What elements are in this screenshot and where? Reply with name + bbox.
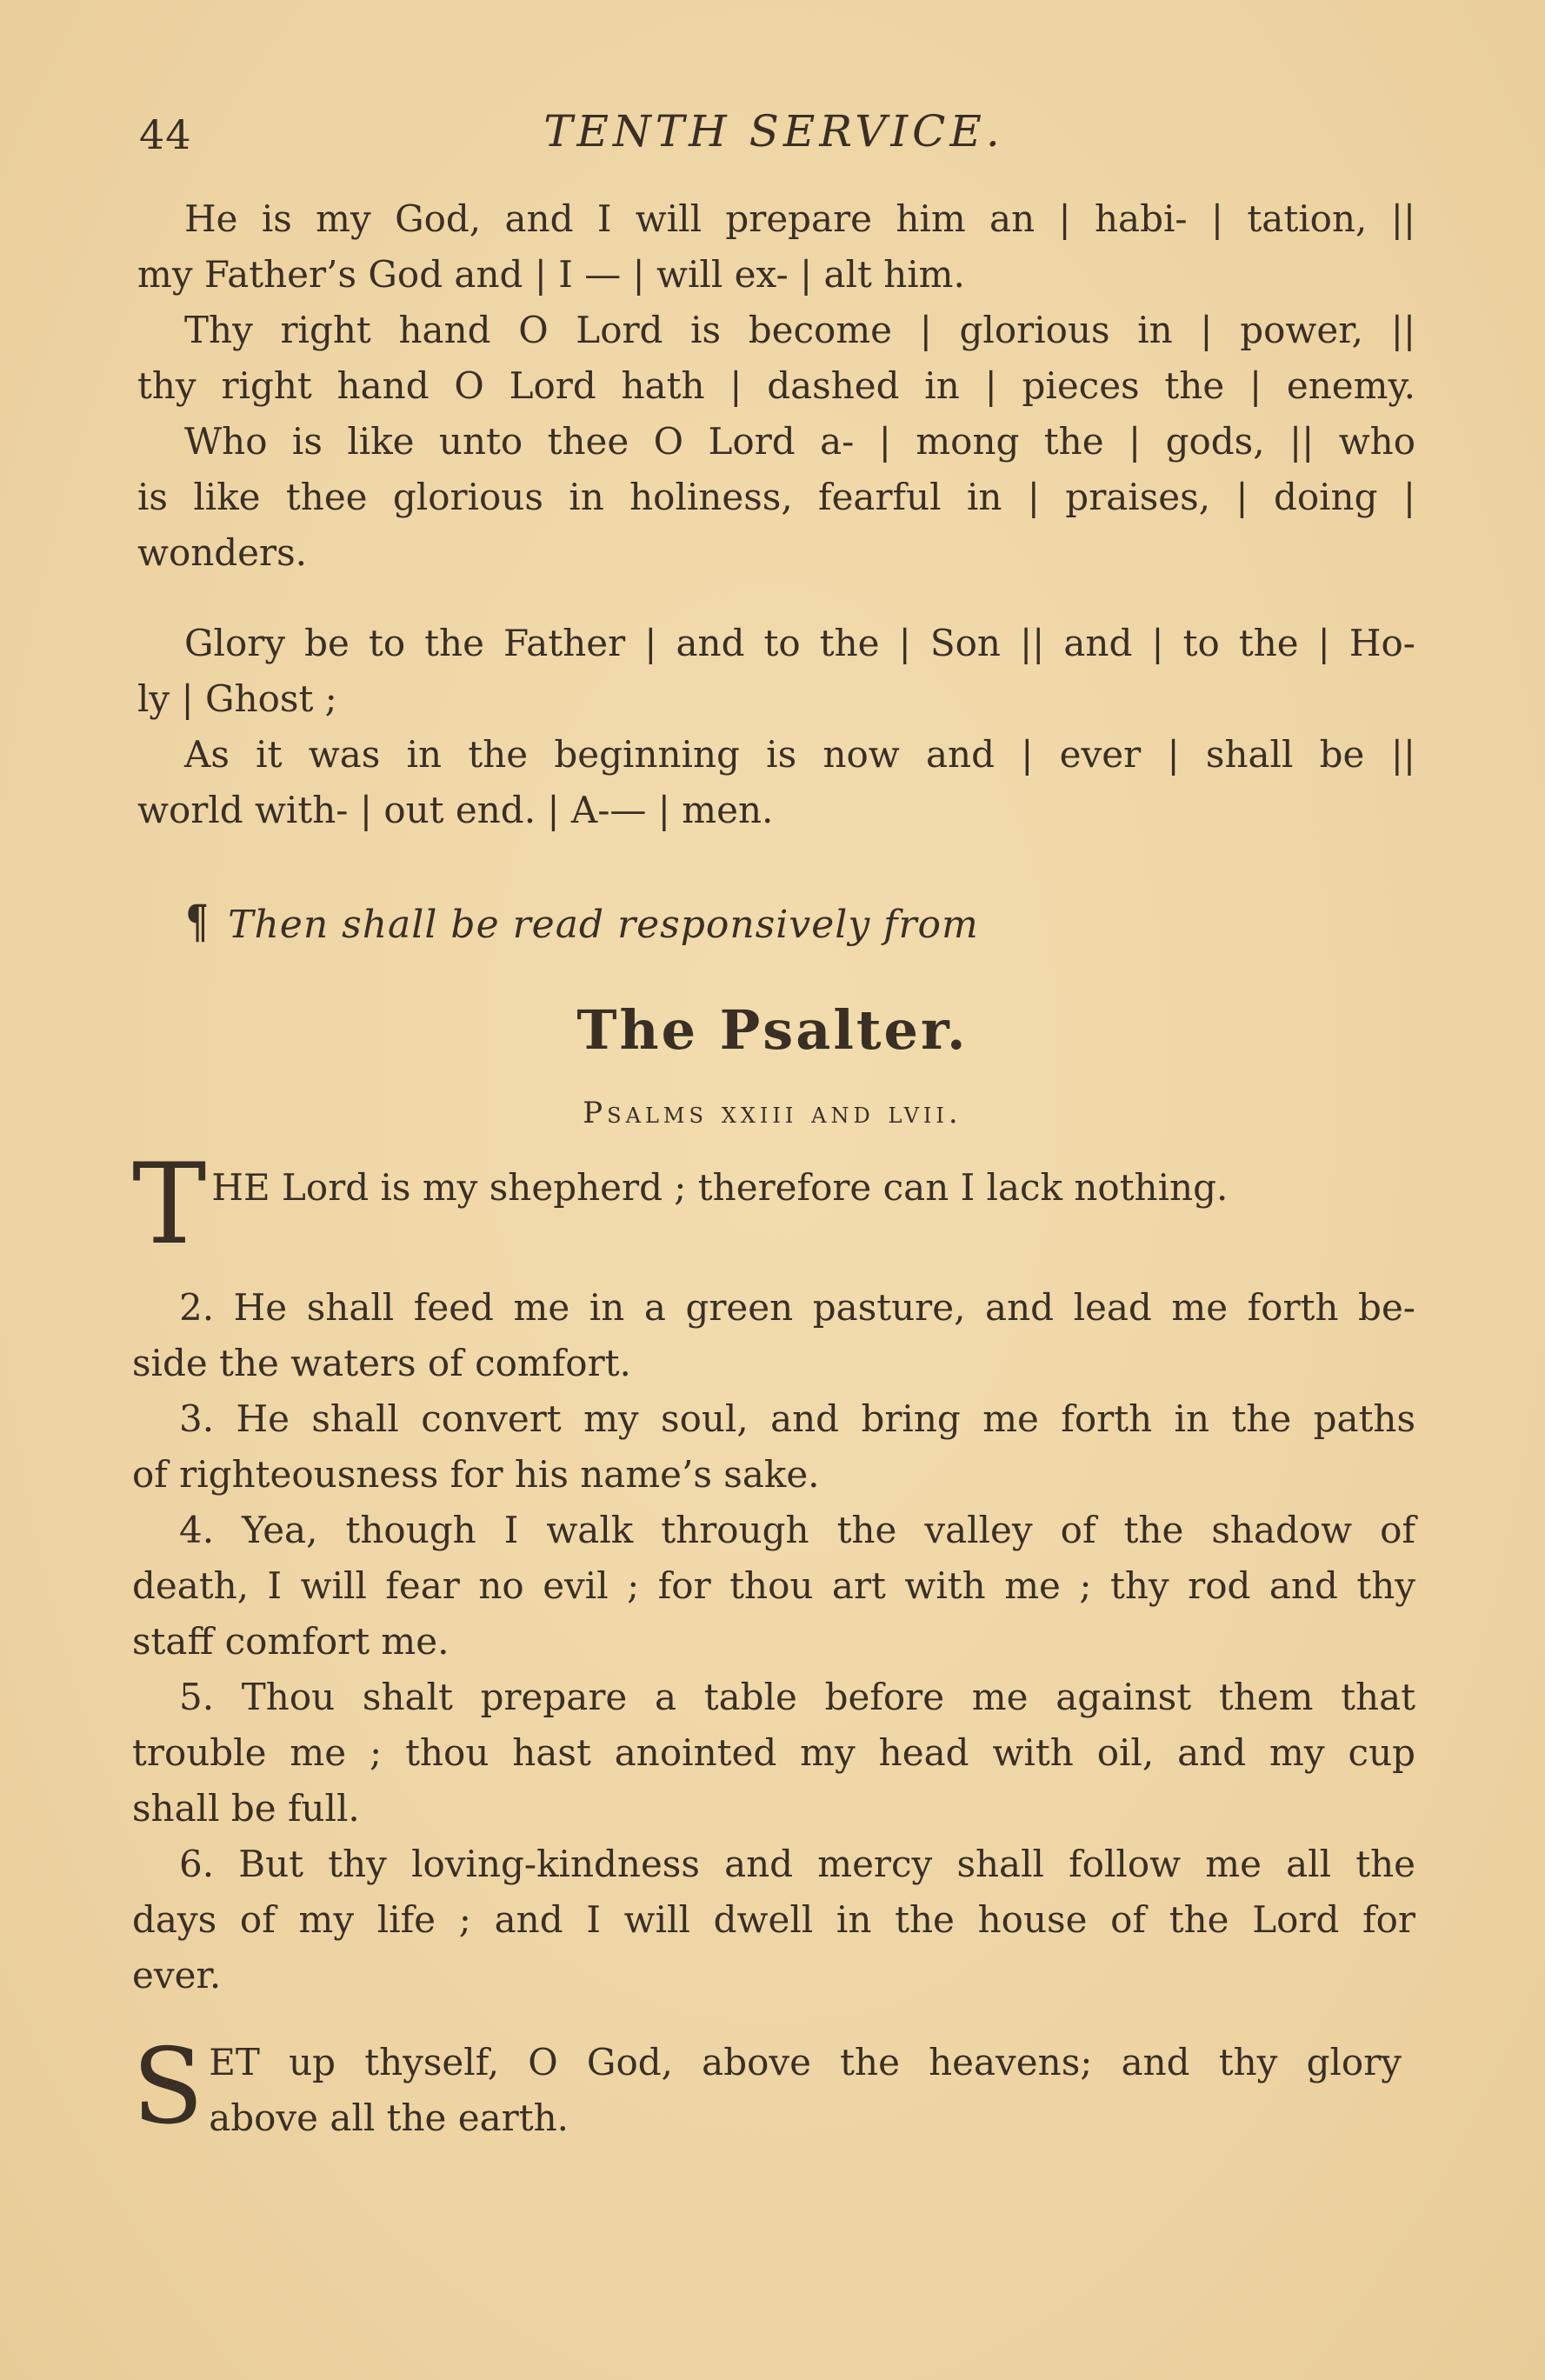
psalm-line: side the waters of comfort. — [132, 1342, 631, 1384]
psalm-57 — [132, 2027, 1402, 2148]
psalm-23-verse-1 — [132, 1140, 1415, 1270]
psalm-line: 2. He shall feed me in a green pasture, and lead me forth be- — [179, 1286, 1415, 1329]
psalms-heading: Psalms xxiii and lvii. — [583, 1096, 962, 1130]
psalm-23 — [132, 1140, 1415, 2003]
psalm-line: days of my life ; and I will dwell in the house of the Lord for — [132, 1898, 1415, 1941]
canticle-line: my Father’s God and | I — | will ex- | alt him. — [137, 253, 965, 296]
canticle-line: Thy right hand O Lord is become | glorious in | power, || — [184, 309, 1415, 351]
psalter-title: The Psalter. — [576, 998, 969, 1062]
gloria-line: world with- | out end. | A-— | men. — [137, 789, 774, 831]
rubric — [183, 896, 979, 949]
psalm-line: trouble me ; thou hast anointed my head with oil, and my cup — [132, 1731, 1415, 1774]
running-head: TENTH SERVICE. — [543, 106, 1004, 157]
gloria-text — [137, 616, 1415, 838]
canticle-line: thy right hand O Lord hath | dashed in | pieces the | enemy. — [137, 364, 1415, 407]
psalm-line: 6. But thy loving-kindness and mercy shall follow me all the — [179, 1843, 1415, 1885]
pilcrow-icon: ¶ — [185, 896, 210, 949]
canticle-line: is like thee glorious in holiness, fearful in | praises, | doing | — [137, 476, 1415, 518]
psalm-line: HE Lord is my shepherd ; therefore can I lack nothing. — [211, 1166, 1229, 1209]
psalm-line: staff comfort me. — [132, 1620, 450, 1663]
psalm-line: shall be full. — [132, 1787, 360, 1830]
psalm-line: above all the earth. — [209, 2097, 569, 2139]
psalm-line: ET up thyself, O God, above the heavens; and thy glory — [209, 2041, 1402, 2083]
rubric-text: Then shall be read responsively from — [228, 903, 979, 947]
canticle-line: Who is like unto thee O Lord a- | mong the | gods, || who — [184, 420, 1415, 463]
drop-cap: S — [132, 2027, 204, 2148]
gloria-line: As it was in the beginning is now and | ever | shall be || — [184, 733, 1415, 776]
psalm-line: ever. — [132, 1954, 222, 1997]
psalm-line: 5. Thou shalt prepare a table before me against them that — [179, 1676, 1415, 1718]
psalm-line: 3. He shall convert my soul, and bring me forth in the paths — [179, 1397, 1415, 1440]
drop-cap: T — [132, 1140, 207, 1270]
psalm-line: of righteousness for his name’s sake. — [132, 1453, 820, 1496]
page-header — [139, 103, 1408, 172]
psalm-line: 4. Yea, though I walk through the valley of the shadow of — [179, 1509, 1415, 1551]
canticle-text — [137, 191, 1415, 581]
page-number: 44 — [139, 111, 192, 158]
canticle-line: wonders. — [137, 531, 308, 574]
psalm-line: death, I will fear no evil ; for thou art with me ; thy rod and thy — [132, 1564, 1415, 1607]
canticle-line: He is my God, and I will prepare him an | habi- | tation, || — [184, 197, 1415, 240]
gloria-line: ly | Ghost ; — [137, 677, 337, 720]
gloria-line: Glory be to the Father | and to the | Son || and | to the | Ho- — [184, 622, 1415, 664]
